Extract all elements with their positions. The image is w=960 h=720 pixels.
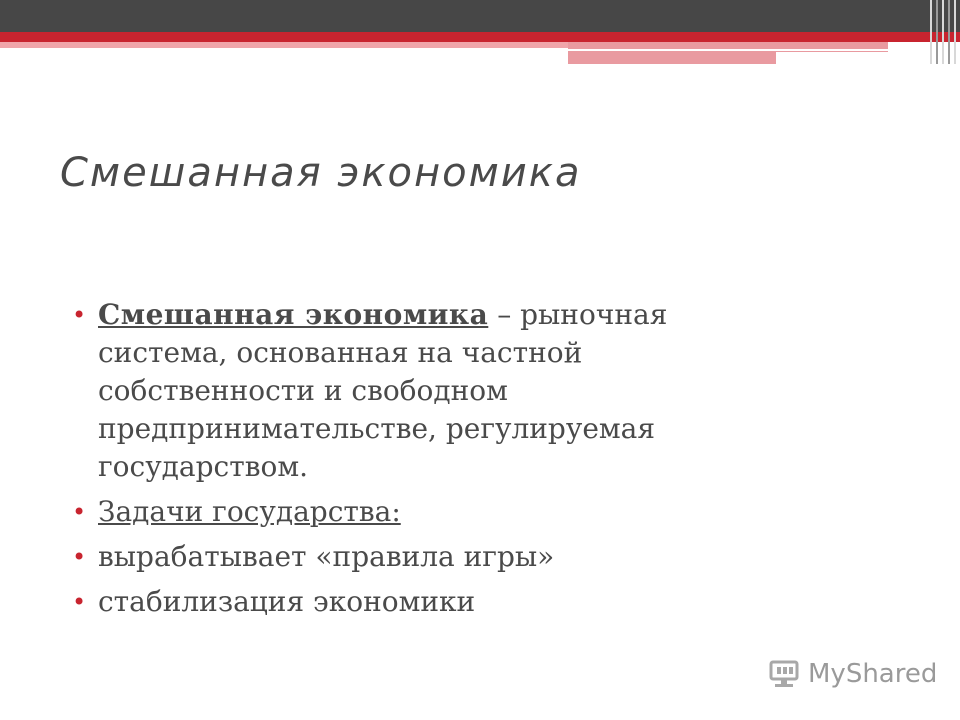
watermark-text: MyShared	[808, 659, 938, 689]
watermark-logo	[768, 660, 937, 688]
bullet-item	[72, 493, 772, 531]
bullet-item	[72, 538, 772, 576]
header-stripe-divider	[568, 49, 888, 51]
monitor-icon	[768, 660, 802, 688]
bullet-dot: •	[72, 543, 87, 571]
bullet-dot: •	[72, 588, 87, 616]
bullet-dot: •	[72, 301, 87, 329]
bullet-text: стабилизация экономики	[98, 585, 476, 618]
section-heading: Задачи государства:	[98, 495, 401, 528]
header-stripe-light	[0, 42, 568, 48]
definition-term: Смешанная экономика	[98, 298, 489, 331]
bullet-item	[72, 296, 772, 486]
header-vertical-line	[948, 0, 950, 64]
header-vertical-line	[954, 0, 956, 64]
slide-title: Смешанная экономика	[60, 150, 582, 196]
bullet-item	[72, 583, 772, 621]
header-vertical-line	[942, 0, 944, 64]
definition-text: – рыночная система, основанная на частной собственности и свободном предпринимательстве, регулируемая государством.	[98, 298, 668, 483]
bullet-text: вырабатывает «правила игры»	[98, 540, 555, 573]
header-vertical-line	[930, 0, 932, 64]
header-band-dark	[0, 0, 960, 32]
header-band-red	[0, 32, 932, 42]
bullet-dot: •	[72, 498, 87, 526]
bullet-list	[72, 296, 772, 628]
header-vertical-line	[936, 0, 938, 64]
header-stripe-short	[568, 52, 776, 64]
